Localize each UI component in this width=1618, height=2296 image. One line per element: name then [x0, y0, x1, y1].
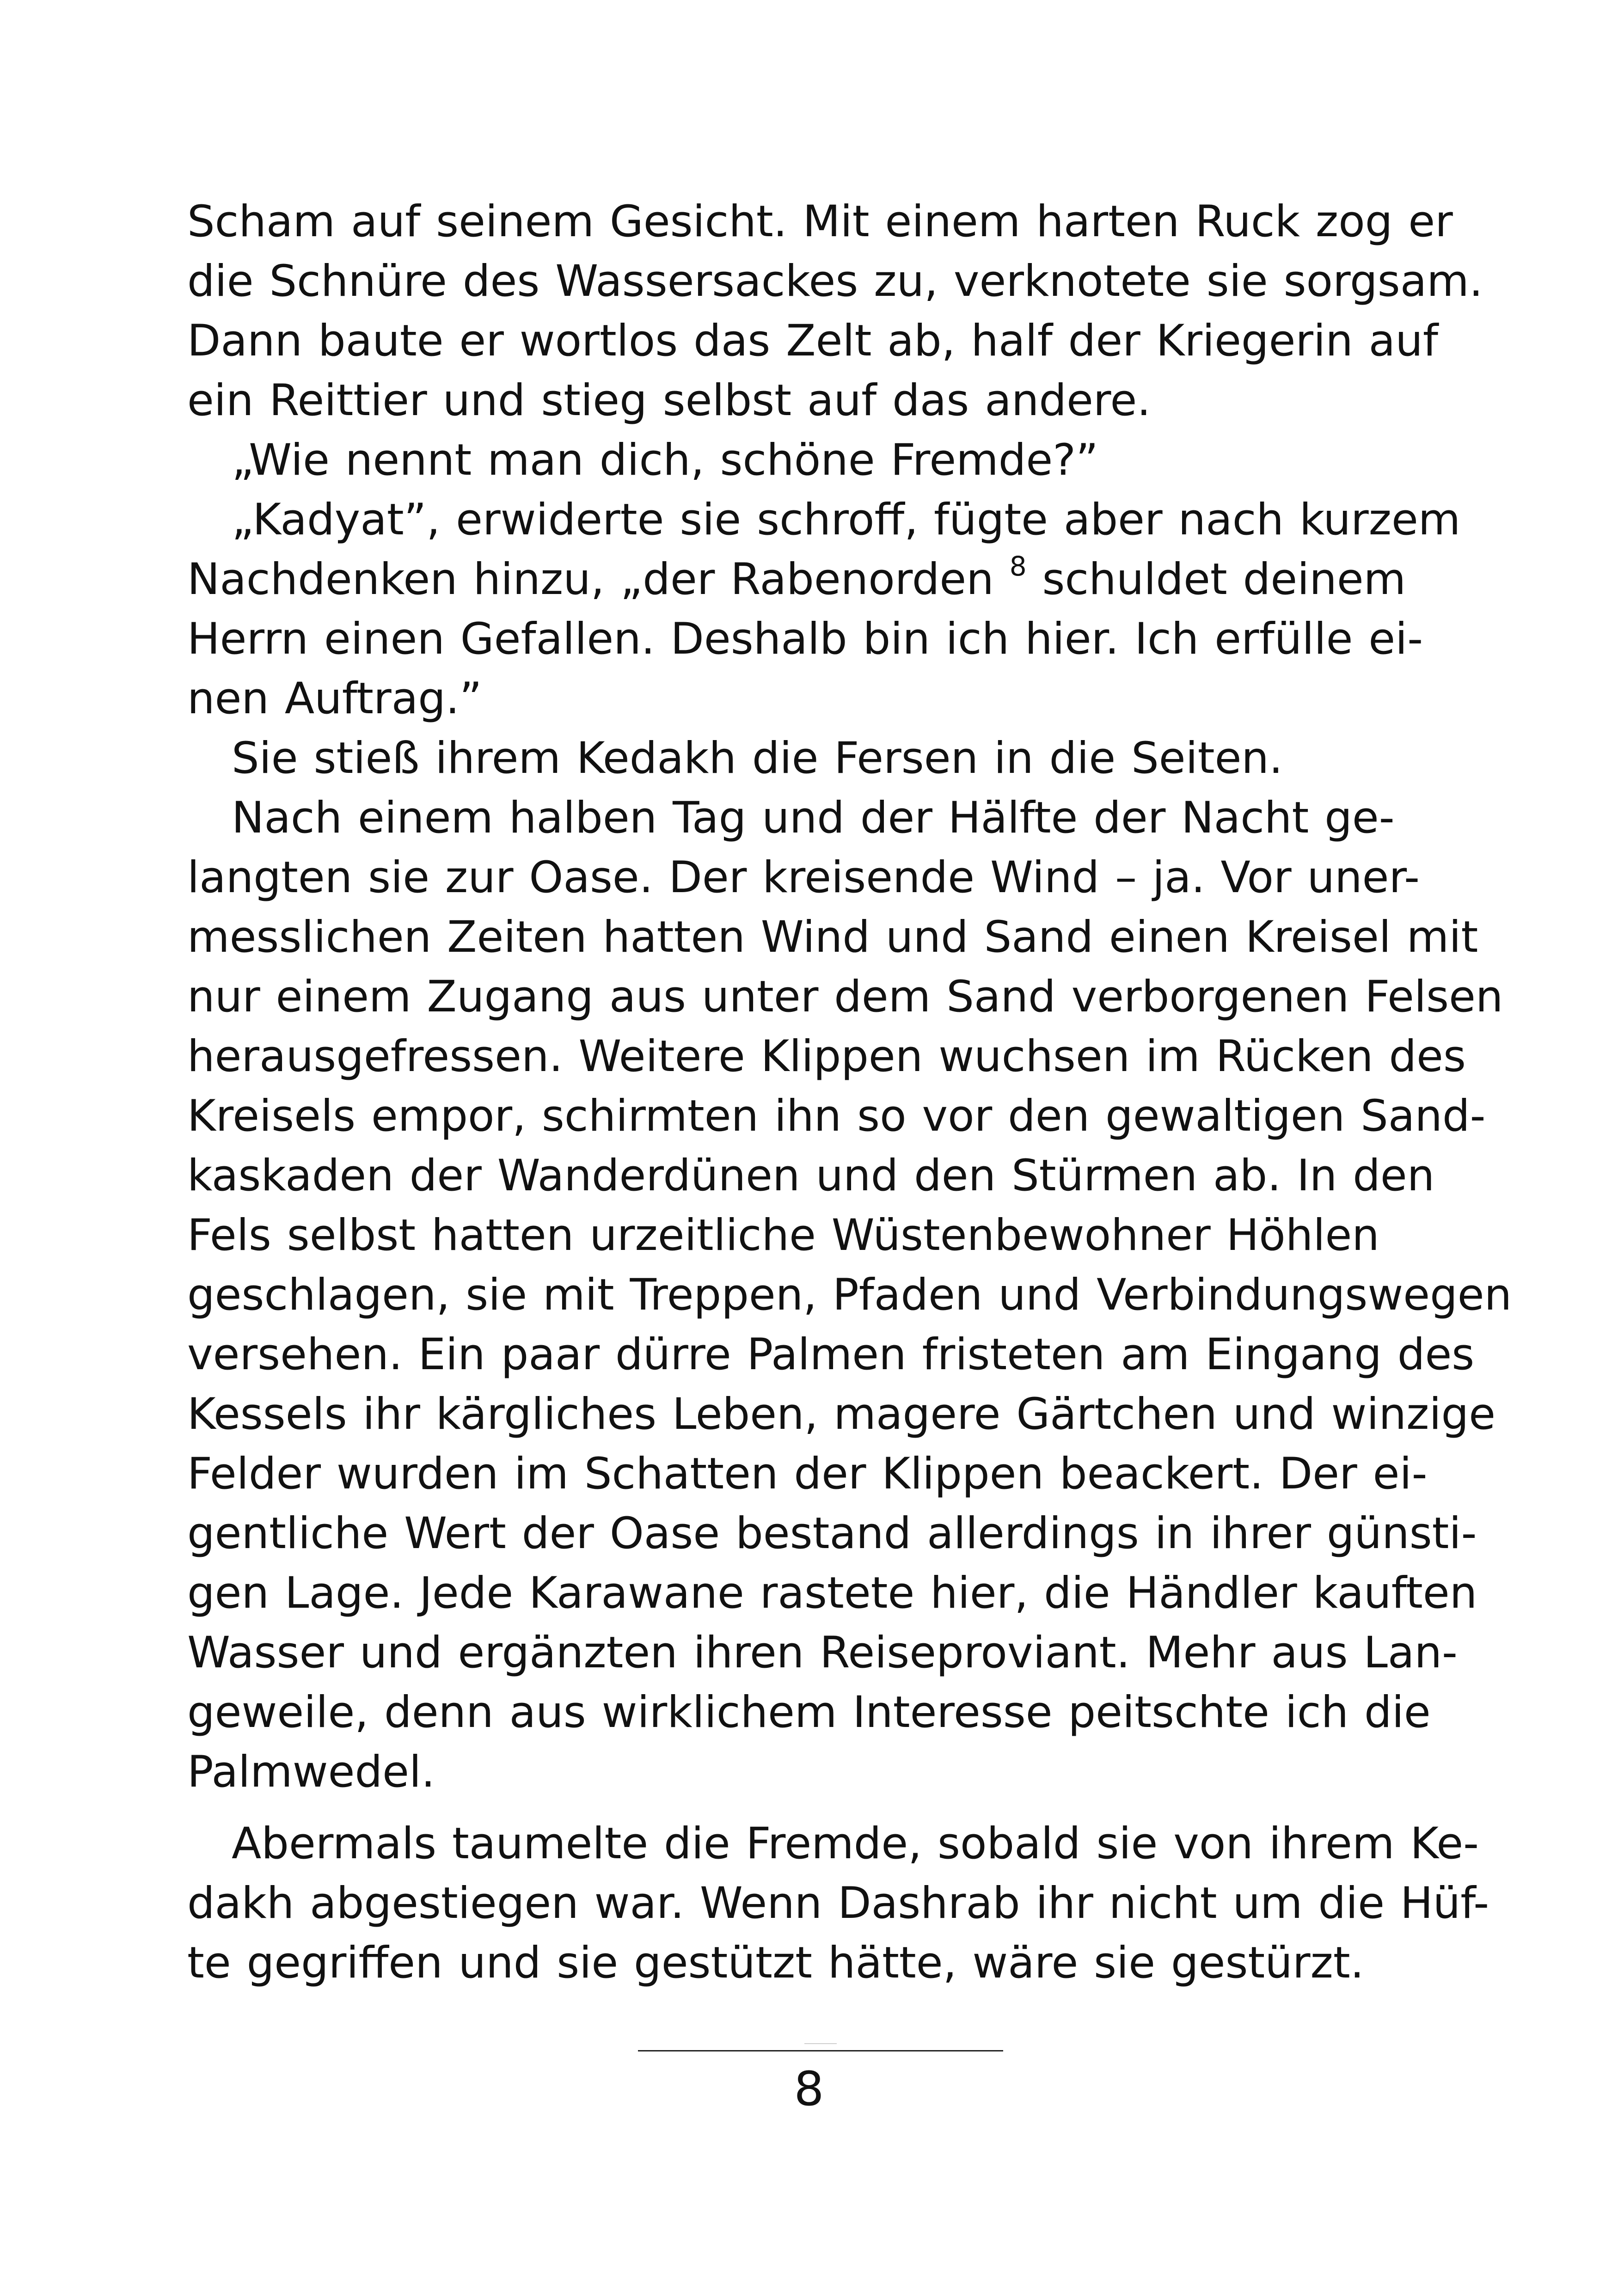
text-line: Palmwedel. [187, 1747, 435, 1797]
text-line: Fels selbst hatten urzeitliche Wüstenbewohner Höhlen [187, 1210, 1379, 1261]
text-line: Abermals taumelte die Fremde, sobald sie von ihrem Ke- [232, 1818, 1479, 1869]
text-line: versehen. Ein paar dürre Palmen fristeten am Eingang des [187, 1329, 1475, 1380]
text-line: die Schnüre des Wassersackes zu, verknotete sie sorgsam. [187, 256, 1483, 306]
text-line-with-footnote [187, 550, 1406, 609]
dialogue-line: „Wie nennt man dich, schöne Fremde?” [232, 435, 1098, 485]
paragraph-2 [187, 430, 1378, 490]
text-line: Felder wurden im Schatten der Klippen beackert. Der ei- [187, 1449, 1428, 1499]
text-line: Dann baute er wortlos das Zelt ab, half der Kriegerin auf [187, 316, 1438, 366]
paragraph-6 [187, 1814, 1489, 1993]
text-line: gentliche Wert der Oase bestand allerdings in ihrer günsti- [187, 1508, 1477, 1559]
text-line: geweile, denn aus wirklichem Interesse peitschte ich die [187, 1687, 1431, 1738]
text-line: Sie stieß ihrem Kedakh die Fersen in die Seiten. [232, 733, 1283, 784]
text-line: Scham auf seinem Gesicht. Mit einem harten Ruck zog er [187, 196, 1453, 247]
footer-faint-mark [804, 2043, 837, 2044]
text-line: ein Reittier und stieg selbst auf das andere. [187, 375, 1151, 426]
text-line: dakh abgestiegen war. Wenn Dashrab ihr nicht um die Hüf- [187, 1878, 1489, 1929]
text-line: Herrn einen Gefallen. Deshalb bin ich hier. Ich erfülle ei- [187, 614, 1423, 664]
text-fragment: Nachdenken hinzu, „der Rabenorden [187, 554, 994, 605]
text-line: te gegriffen und sie gestützt hätte, wäre sie gestürzt. [187, 1938, 1364, 1988]
body-text [187, 192, 1512, 1993]
text-line: Kreisels empor, schirmten ihn so vor den gewaltigen Sand- [187, 1091, 1486, 1141]
text-line: geschlagen, sie mit Treppen, Pfaden und Verbindungswegen [187, 1270, 1512, 1320]
text-line: Nach einem halben Tag und der Hälfte der Nacht ge- [232, 793, 1395, 843]
dialogue-line: „Kadyat”, erwiderte sie schroff, fügte aber nach kurzem [232, 495, 1461, 545]
text-line: herausgefressen. Weitere Klippen wuchsen im Rücken des [187, 1031, 1466, 1082]
text-line: nen Auftrag.” [187, 673, 482, 724]
text-line: gen Lage. Jede Karawane rastete hier, die Händler kauften [187, 1568, 1477, 1618]
footnote-marker: 8 [1009, 551, 1027, 582]
paragraph-5 [187, 788, 1512, 1802]
text-line: messlichen Zeiten hatten Wind und Sand einen Kreisel mit [187, 912, 1478, 962]
paragraph-3 [187, 490, 1461, 729]
page-number: 8 [794, 2062, 824, 2117]
footer-divider [638, 2050, 1003, 2051]
paragraph-1 [187, 192, 1483, 430]
text-line: Wasser und ergänzten ihren Reiseproviant. Mehr aus Lan- [187, 1628, 1458, 1678]
text-fragment: schuldet deinem [1042, 554, 1406, 605]
paragraph-4 [187, 729, 1378, 788]
text-line: langten sie zur Oase. Der kreisende Wind – ja. Vor uner- [187, 852, 1420, 903]
text-line: nur einem Zugang aus unter dem Sand verborgenen Felsen [187, 972, 1503, 1022]
text-line: Kessels ihr kärgliches Leben, magere Gärtchen und winzige [187, 1389, 1496, 1439]
text-line: kaskaden der Wanderdünen und den Stürmen ab. In den [187, 1151, 1435, 1201]
